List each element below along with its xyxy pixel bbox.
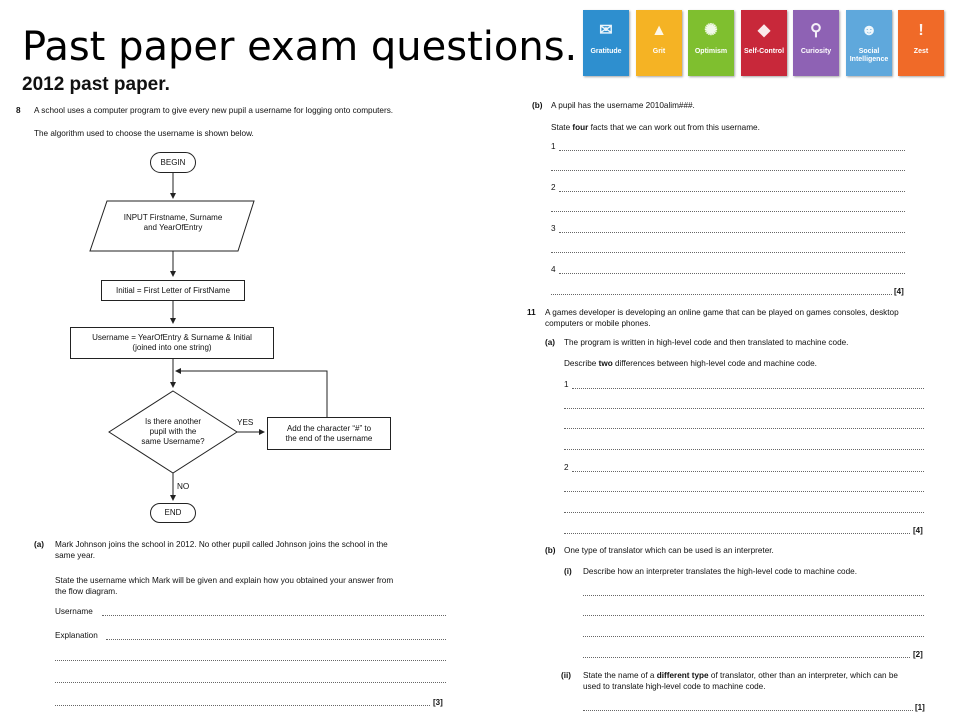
answer-line[interactable] [559,273,905,274]
answer-number: 2 [564,463,569,472]
instruction-text: facts that we can work out from this username. [588,123,760,132]
character-card-label: Social Intelligence [849,48,889,63]
instruction-text: Describe [564,359,599,368]
q11-part-a-text: The program is written in high-level code and then translated to machine code. [564,338,849,347]
marks-label: [4] [894,287,904,296]
instruction-emphasis: four [572,123,589,132]
answer-line[interactable] [564,491,924,492]
instruction-emphasis: different type [656,671,709,680]
part-a-line3: State the username which Mark will be given and explain how you obtained your answer from [55,576,394,585]
character-card-label: Optimism [694,48,728,55]
answer-line[interactable] [583,615,924,616]
question-intro: A school uses a computer program to give every new pupil a username for logging onto computers. [34,106,394,115]
character-cards [583,10,948,80]
character-card-label: Self-Control [743,48,785,55]
character-card [583,10,629,76]
answer-line[interactable] [572,471,924,472]
flow-no-label: NO [177,482,190,491]
character-card-label: Curiosity [800,48,832,55]
part-a-line2: same year. [55,551,96,560]
flow-decision-line2: pupil with the [149,427,197,436]
part-a-label: (a) [34,540,45,549]
flow-add-line1: Add the character “#” to [286,423,372,433]
flowchart-connectors [0,0,543,530]
instruction-text: differences between high-level code and machine code. [612,359,817,368]
username-answer-label: Username [55,607,93,616]
part-b-label: (b) [532,101,543,110]
q11-part-b-i-text: Describe how an interpreter translates the high-level code to machine code. [583,567,857,576]
character-card [636,10,682,76]
q11-part-a-label: (a) [545,338,556,347]
part-a-line1: Mark Johnson joins the school in 2012. No other pupil called Johnson joins the school in the [55,540,388,549]
flow-input-line1: INPUT Firstname, Surname [123,213,223,222]
answer-number: 1 [564,380,569,389]
magnifier-icon: ⚲ [810,22,822,39]
character-card [688,10,734,76]
slide-subtitle: 2012 past paper. [22,74,170,95]
answer-line[interactable] [564,533,910,534]
question11-line1: A games developer is developing an online game that can be played on games consoles, desktop [545,308,899,317]
answer-line[interactable] [551,252,905,253]
answer-line[interactable] [583,636,924,637]
q11-part-b-label: (b) [545,546,556,555]
answer-line[interactable] [559,191,905,192]
character-card-label: Grit [652,48,666,55]
answer-number: 4 [551,265,556,274]
question11-line2: computers or mobile phones. [545,319,651,328]
answer-line[interactable] [551,294,892,295]
thank-you-badge-icon: ✉ [599,22,613,39]
flow-decision-line1: Is there another [144,417,202,426]
answer-line[interactable] [564,512,924,513]
answer-line[interactable] [564,449,924,450]
pill-icon: ◆ [757,22,771,39]
flow-begin: BEGIN [150,152,196,173]
q11-part-b-ii-line1 [583,671,898,681]
answer-line[interactable] [564,408,924,409]
marks-label: [3] [433,698,443,707]
character-card [898,10,944,76]
flow-initial-box: Initial = First Letter of FirstName [101,280,245,301]
q11-part-a-instruction [564,359,817,369]
answer-line[interactable] [583,657,910,658]
character-card [793,10,839,76]
answer-line[interactable] [55,705,430,706]
part-a-line4: the flow diagram. [55,587,118,596]
flow-username-line2: (joined into one string) [132,343,212,352]
marks-label: [2] [913,650,923,659]
answer-line[interactable] [564,428,924,429]
answer-number: 2 [551,183,556,192]
username-answer-line[interactable] [102,615,446,616]
sun-icon: ✺ [704,22,718,39]
answer-line[interactable] [551,170,905,171]
q11-part-b-text: One type of translator which can be used is an interpreter. [564,546,774,555]
flow-add-line2: the end of the username [285,433,373,443]
flow-username-line1: Username = YearOfEntry & Surname & Initial [92,333,252,342]
answer-line[interactable] [559,232,905,233]
marks-label: [1] [915,703,925,712]
people-icon: ☻ [860,22,878,39]
answer-line[interactable] [551,211,905,212]
answer-line[interactable] [55,682,446,683]
answer-line[interactable] [583,710,913,711]
part-b-instruction [551,123,760,133]
flow-input-line2: and YearOfEntry [143,223,203,232]
answer-line[interactable] [572,388,924,389]
mountain-icon: ▲ [651,22,667,39]
flow-decision-line3: same Username? [141,437,205,446]
answer-line[interactable] [583,595,924,596]
instruction-text: State [551,123,573,132]
character-card [846,10,892,76]
flow-decision-text [124,417,222,447]
flow-add-box [267,417,391,450]
marks-label: [4] [913,526,923,535]
answer-number: 1 [551,142,556,151]
flow-yes-label: YES [237,418,254,427]
character-card-label: Gratitude [590,48,622,55]
q11-part-b-ii-line2: used to translate high-level code to machine code. [583,682,766,691]
flow-end: END [150,503,196,523]
part-b-text: A pupil has the username 2010alim###. [551,101,695,110]
answer-line[interactable] [559,150,905,151]
q11-part-b-i-label: (i) [564,567,572,576]
flow-username-box [70,327,274,359]
q11-part-b-ii-label: (ii) [561,671,572,680]
exclamation-icon: ! [918,22,924,39]
question-number: 11 [527,308,536,317]
explanation-answer-line[interactable] [106,639,446,640]
answer-number: 3 [551,224,556,233]
instruction-emphasis: two [598,359,613,368]
explanation-answer-label: Explanation [55,631,98,640]
character-card-label: Zest [913,48,929,55]
answer-line[interactable] [55,660,446,661]
instruction-text: of translator, other than an interpreter, which can be [708,671,898,680]
instruction-text: State the name of a [583,671,657,680]
flow-input-text [92,213,254,233]
algorithm-text: The algorithm used to choose the username is shown below. [34,129,254,138]
character-card [741,10,787,76]
question-number: 8 [16,106,21,115]
slide-title: Past paper exam questions. [22,24,578,70]
